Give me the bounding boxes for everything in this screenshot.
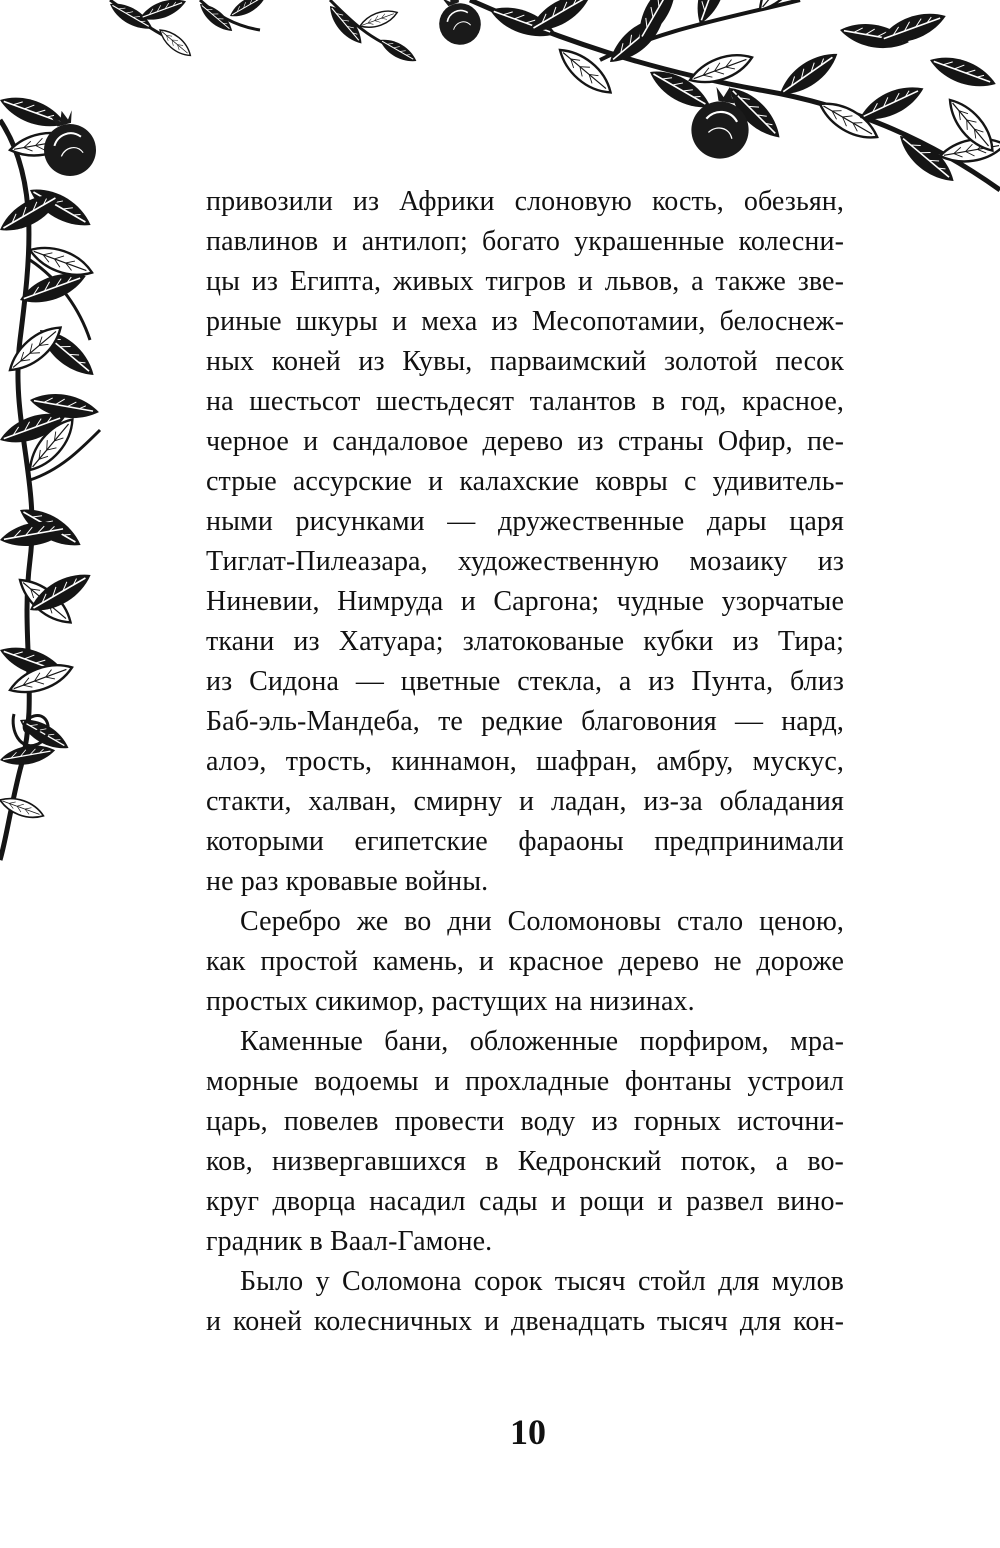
text-line: ными рисунками — дружественные дары царя	[206, 506, 844, 537]
text-line: ткани из Хатуара; златокованые кубки из Тира;	[206, 626, 844, 657]
text-line: привозили из Африки слоновую кость, обезьян,	[206, 186, 844, 217]
text-line: Ниневии, Нимруда и Саргона; чудные узорчатые	[206, 586, 844, 617]
paragraph-1	[206, 182, 844, 902]
text-line: градник в Ваал-Гамоне.	[206, 1226, 493, 1257]
text-line: царь, повелев провести воду из горных источни-	[206, 1106, 844, 1137]
text-line: из Сидона — цветные стекла, а из Пунта, близ	[206, 666, 844, 697]
text-line: черное и сандаловое дерево из страны Офир, пе-	[206, 426, 844, 457]
text-line: стакти, халван, смирну и ладан, из-за обладания	[206, 786, 844, 817]
top-branch-ornament	[106, 0, 1000, 190]
text-line: и коней колесничных и двенадцать тысяч для кон-	[206, 1306, 844, 1337]
left-vine-ornament	[0, 89, 102, 860]
text-line: простых сикимор, растущих на низинах.	[206, 986, 695, 1017]
text-line: Было у Соломона сорок тысяч стойл для мулов	[240, 1266, 844, 1297]
text-line: павлинов и антилоп; богато украшенные колесни-	[206, 226, 844, 257]
main-text	[206, 182, 844, 1342]
text-line: риные шкуры и меха из Месопотамии, белоснеж-	[206, 306, 844, 337]
text-line: круг дворца насадил сады и рощи и развел вино-	[206, 1186, 844, 1217]
text-line: ных коней из Кувы, парваимский золотой песок	[206, 346, 844, 377]
text-line: которыми египетские фараоны предпринимали	[206, 826, 844, 857]
paragraph-2	[206, 902, 844, 1022]
text-line: алоэ, трость, киннамон, шафран, амбру, мускус,	[206, 746, 844, 777]
text-line: как простой камень, и красное дерево не дороже	[206, 946, 844, 977]
text-line: на шестьсот шестьдесят талантов в год, красное,	[206, 386, 844, 417]
page-number: 10	[510, 1412, 546, 1452]
text-line: Баб-эль-Мандеба, те редкие благовония — нард,	[206, 706, 844, 737]
text-line: не раз кровавые войны.	[206, 866, 489, 897]
paragraph-3	[206, 1022, 844, 1262]
text-line: Каменные бани, обложенные порфиром, мра-	[240, 1026, 844, 1057]
paragraph-4	[206, 1262, 844, 1342]
text-line: цы из Египта, живых тигров и львов, а также зве-	[206, 266, 844, 297]
text-line: Серебро же во дни Соломоновы стало ценою,	[240, 906, 844, 937]
text-line: Тиглат-Пилеазара, художественную мозаику из	[206, 546, 844, 577]
text-line: морные водоемы и прохладные фонтаны устроил	[206, 1066, 844, 1097]
text-line: ков, низвергавшихся в Кедронский поток, а во-	[206, 1146, 844, 1177]
text-line: стрые ассурские и калахские ковры с удивитель-	[206, 466, 844, 497]
